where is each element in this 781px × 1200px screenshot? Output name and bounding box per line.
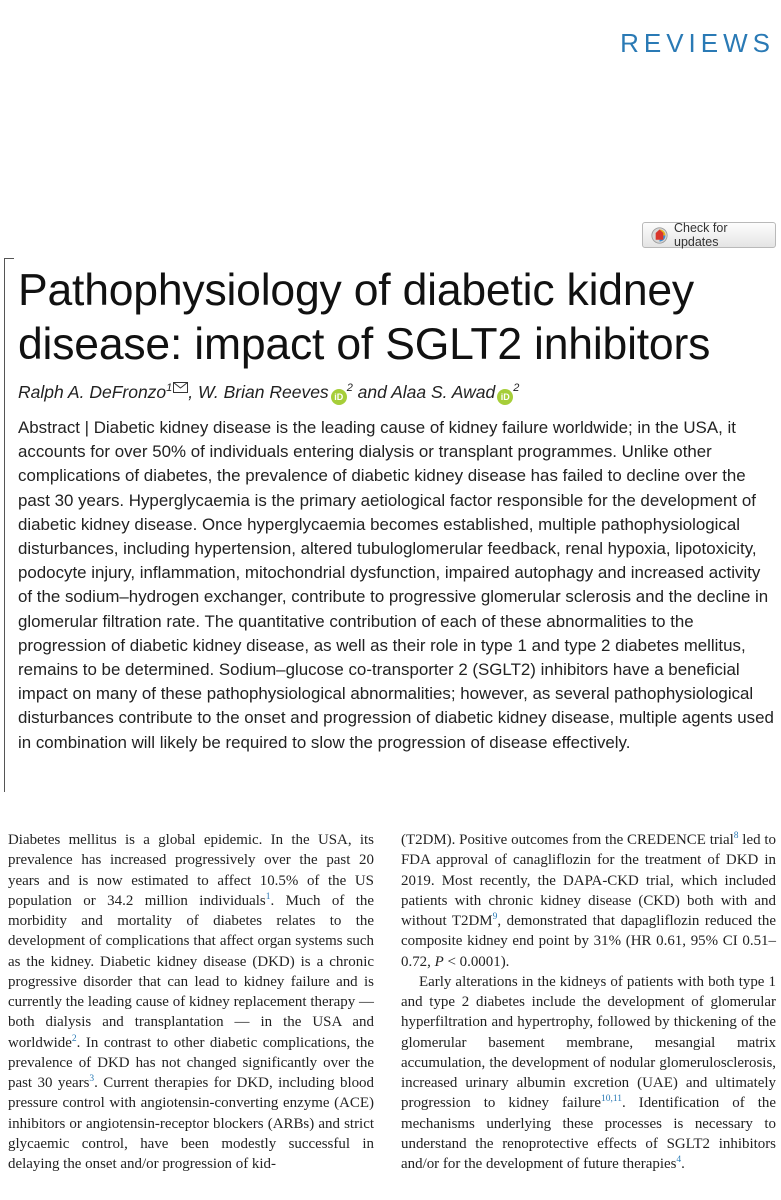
section-label: REVIEWS [620, 28, 775, 58]
orcid-icon[interactable]: iD [497, 389, 513, 405]
author-affiliation: 2 [346, 382, 353, 395]
orcid-icon[interactable]: iD [331, 389, 347, 405]
body-paragraph [8, 830, 374, 1174]
article-title: Pathophysiology of diabetic kidney disease: impact of SGLT2 inhibitors [18, 266, 711, 369]
body-text: (T2DM). Positive outcomes from the CREDENCE trial [401, 832, 734, 848]
reference-link[interactable]: 4 [676, 1155, 682, 1166]
body-text: Diabetes mellitus is a global epidemic. In the USA, its prevalence has increased progressively over the past 20 years and is now estimated to affect 10.5% of the US population or 34.2 million individuals [8, 832, 374, 909]
abstract [18, 416, 778, 755]
reference-link[interactable]: 8 [733, 831, 739, 842]
check-for-updates-button[interactable] [642, 222, 776, 248]
body-text: . Much of the morbidity and mortality of diabetes relates to the development of complications that affect organ systems such as the kidney. Diabetic kidney disease (DKD) is a chronic progressive disorder that can lead to kidney failure and is currently the leading cause of kidney replacement therapy — both dialysis and transplantation — in the USA and worldwide [8, 892, 374, 1051]
title-frame-tick [4, 258, 14, 259]
body-paragraph [401, 972, 776, 1175]
reference-link[interactable]: 10,11 [601, 1094, 623, 1105]
body-text: < 0.0001). [443, 953, 510, 970]
body-text: , demonstrated that dapagliflozin reduced the composite kidney end point by 31% (HR 0.61, 95% CI 0.51–0.72, [401, 913, 776, 970]
crossmark-icon [651, 227, 668, 244]
body-column-left [8, 830, 374, 1174]
author-affiliation: 1 [166, 382, 173, 395]
author-separator: and [352, 382, 392, 402]
body-paragraph [401, 830, 776, 972]
envelope-icon[interactable] [173, 382, 188, 393]
check-for-updates-label: Check for updates [674, 221, 728, 249]
body-text: Early alterations in the kidneys of patients with both type 1 and type 2 diabetes include the development of glomerular hyperfiltration and hypertrophy, followed by thickening of the glomerular basement membrane, mesangial matrix accumulation, the development of nodular glomerulosclerosis, increased urinary albumin excretion (UAE) and ultimately progression to kidney failure [401, 973, 776, 1112]
abstract-heading: Abstract | [18, 418, 94, 437]
reference-link[interactable]: 2 [71, 1033, 77, 1044]
abstract-text: Diabetic kidney disease is the leading cause of kidney failure worldwide; in the USA, it accounts for over 50% of individuals entering dialysis or transplant programmes. Unlike other complications of diabetes, the prevalence of diabetic kidney disease has failed to decline over the past 30 years. Hyperglycaemia is the primary aetiological factor responsible for the development of diabetic kidney disease. Once hyperglycaemia becomes established, multiple pathophysiological disturbances, including hypertension, altered tubuloglomerular feedback, renal hypoxia, lipotoxicity, podocyte injury, inflammation, mitochondrial dysfunction, impaired autophagy and increased activity of the sodium–hydrogen exchanger, contribute to progressive glomerular sclerosis and the decline in glomerular filtration rate. The quantitative contribution of each of these abnormalities to the progression of diabetic kidney disease, as well as their role in type 1 and type 2 diabetes mellitus, remains to be determined. Sodium–glucose co-transporter 2 (SGLT2) inhibitors have a beneficial impact on many of these pathophysiological abnormalities; however, as several pathophysiological disturbances contribute to the onset and progression of diabetic kidney disease, multiple agents used in combination will likely be required to slow the progression of disease effectively. [18, 418, 774, 752]
author-separator: , [188, 382, 199, 402]
body-text: . Identification of the mechanisms underlying these processes is necessary to understand the renoprotective effects of SGLT2 inhibitors and/or for the development of future therapies [401, 1095, 776, 1172]
reference-link[interactable]: 9 [492, 912, 498, 923]
author-list [18, 382, 778, 405]
title-frame-line [4, 258, 5, 792]
body-text: . In contrast to other diabetic complications, the prevalence of DKD has not changed significantly over the past 30 years [8, 1034, 374, 1091]
body-text: led to FDA approval of canagliflozin for the treatment of DKD in 2019. Most recently, the DAPA-CKD trial, which included patients with chronic kidney disease (CKD) both with and without T2DM [401, 832, 776, 929]
author-affiliation: 2 [513, 382, 520, 395]
body-text: . [681, 1156, 685, 1172]
reference-link[interactable]: 3 [89, 1074, 95, 1085]
reference-link[interactable]: 1 [265, 891, 271, 902]
statistic-symbol: P [434, 953, 444, 970]
body-text: . Current therapies for DKD, including blood pressure control with angiotensin-converting enzyme (ACE) inhibitors or angiotensin-receptor blockers (ARBs) and strict glycaemic control, have been modestly successful in delaying the onset and/or progression of kid- [8, 1075, 374, 1172]
author-name: W. Brian Reeves [198, 382, 329, 402]
author-name: Ralph A. DeFronzo [18, 382, 167, 402]
body-column-right [401, 830, 776, 1174]
author-name: Alaa S. Awad [391, 382, 496, 402]
